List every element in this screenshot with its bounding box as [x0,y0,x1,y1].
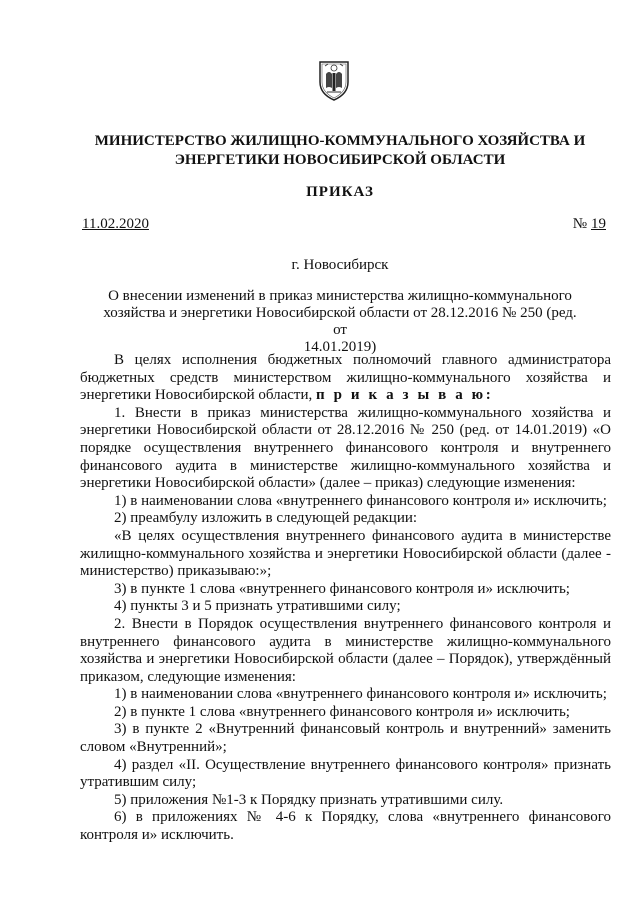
item-2-6: 6) в приложениях № 4-6 к Порядку, слова «внутреннего финансового контроля и» исключить. [80,809,611,844]
subject-line2: хозяйства и энергетики Новосибирской области от 28.12.2016 № 250 (ред. от [103,305,577,338]
item-1-2: 2) преамбулу изложить в следующей редакции: [114,510,418,527]
item-1: 1. Внести в приказ министерства жилищно-коммунального хозяйства и энергетики Новосибирской области от 28.12.2016 № 250 (ред. от 14.01.2019) «О порядке осуществления внутреннего финансового контроля и внутреннего финансового аудита в министерстве жилищно-коммунального хозяйства и энергетики Новосибирской области» (далее – приказ) следующие изменения: [80,404,611,492]
item-2-4: 4) раздел «II. Осуществление внутреннего финансового контроля» признать утратившим силу; [80,756,611,791]
item-2: 2. Внести в Порядок осуществления внутреннего финансового контроля и внутреннего финансового аудита в министерстве жилищно-коммунального хозяйства и энергетики Новосибирской области (далее – Порядок), утверждённый приказом, следующие изменения: [80,615,611,685]
order-subject [95,288,585,356]
item-2-3: 3) в пункте 2 «Внутренний финансовый контроль и внутренний» заменить словом «Внутренний»; [80,721,611,756]
item-1-3: 3) в пункте 1 слова «внутреннего финансового контроля и» исключить; [114,580,570,597]
intro-order-word: п р и к а з ы в а ю: [316,387,494,404]
subject-line3: 14.01.2019) [303,339,377,355]
order-number [573,216,606,233]
coat-of-arms-icon [316,58,352,102]
item-1-1: 1) в наименовании слова «внутреннего финансового контроля и» исключить; [114,492,607,509]
ministry-name [60,132,620,170]
order-body [80,352,611,845]
order-title: ПРИКАЗ [306,184,374,200]
intro-paragraph [80,352,611,405]
item-2-1: 1) в наименовании слова «внутреннего финансового контроля и» исключить; [114,686,607,703]
item-2-5: 5) приложения №1-3 к Порядку признать утратившими силу. [114,791,504,808]
order-date: 11.02.2020 [82,216,149,232]
subject-line1: О внесении изменений в приказ министерства жилищно-коммунального [108,288,572,304]
item-1-4: 4) пункты 3 и 5 признать утратившими силу; [114,598,401,615]
item-1-2-quote: «В целях осуществления внутреннего финансового аудита в министерстве жилищно-коммунального хозяйства и энергетики Новосибирской области (далее - министерство) приказываю:»; [80,527,611,580]
city: г. Новосибирск [291,257,389,273]
ministry-name-line1: МИНИСТЕРСТВО ЖИЛИЩНО-КОММУНАЛЬНОГО ХОЗЯЙСТВА И [94,133,586,149]
item-2-2: 2) в пункте 1 слова «внутреннего финансового контроля и» исключить; [114,703,570,720]
ministry-name-line2: ЭНЕРГЕТИКИ НОВОСИБИРСКОЙ ОБЛАСТИ [174,152,506,168]
order-number-value: 19 [591,216,606,232]
order-number-prefix: № [572,216,587,232]
intro-text: В целях исполнения бюджетных полномочий главного администратора бюджетных средств министерством жилищно-коммунального хозяйства и энергетики Новосибирской области, [80,352,611,404]
